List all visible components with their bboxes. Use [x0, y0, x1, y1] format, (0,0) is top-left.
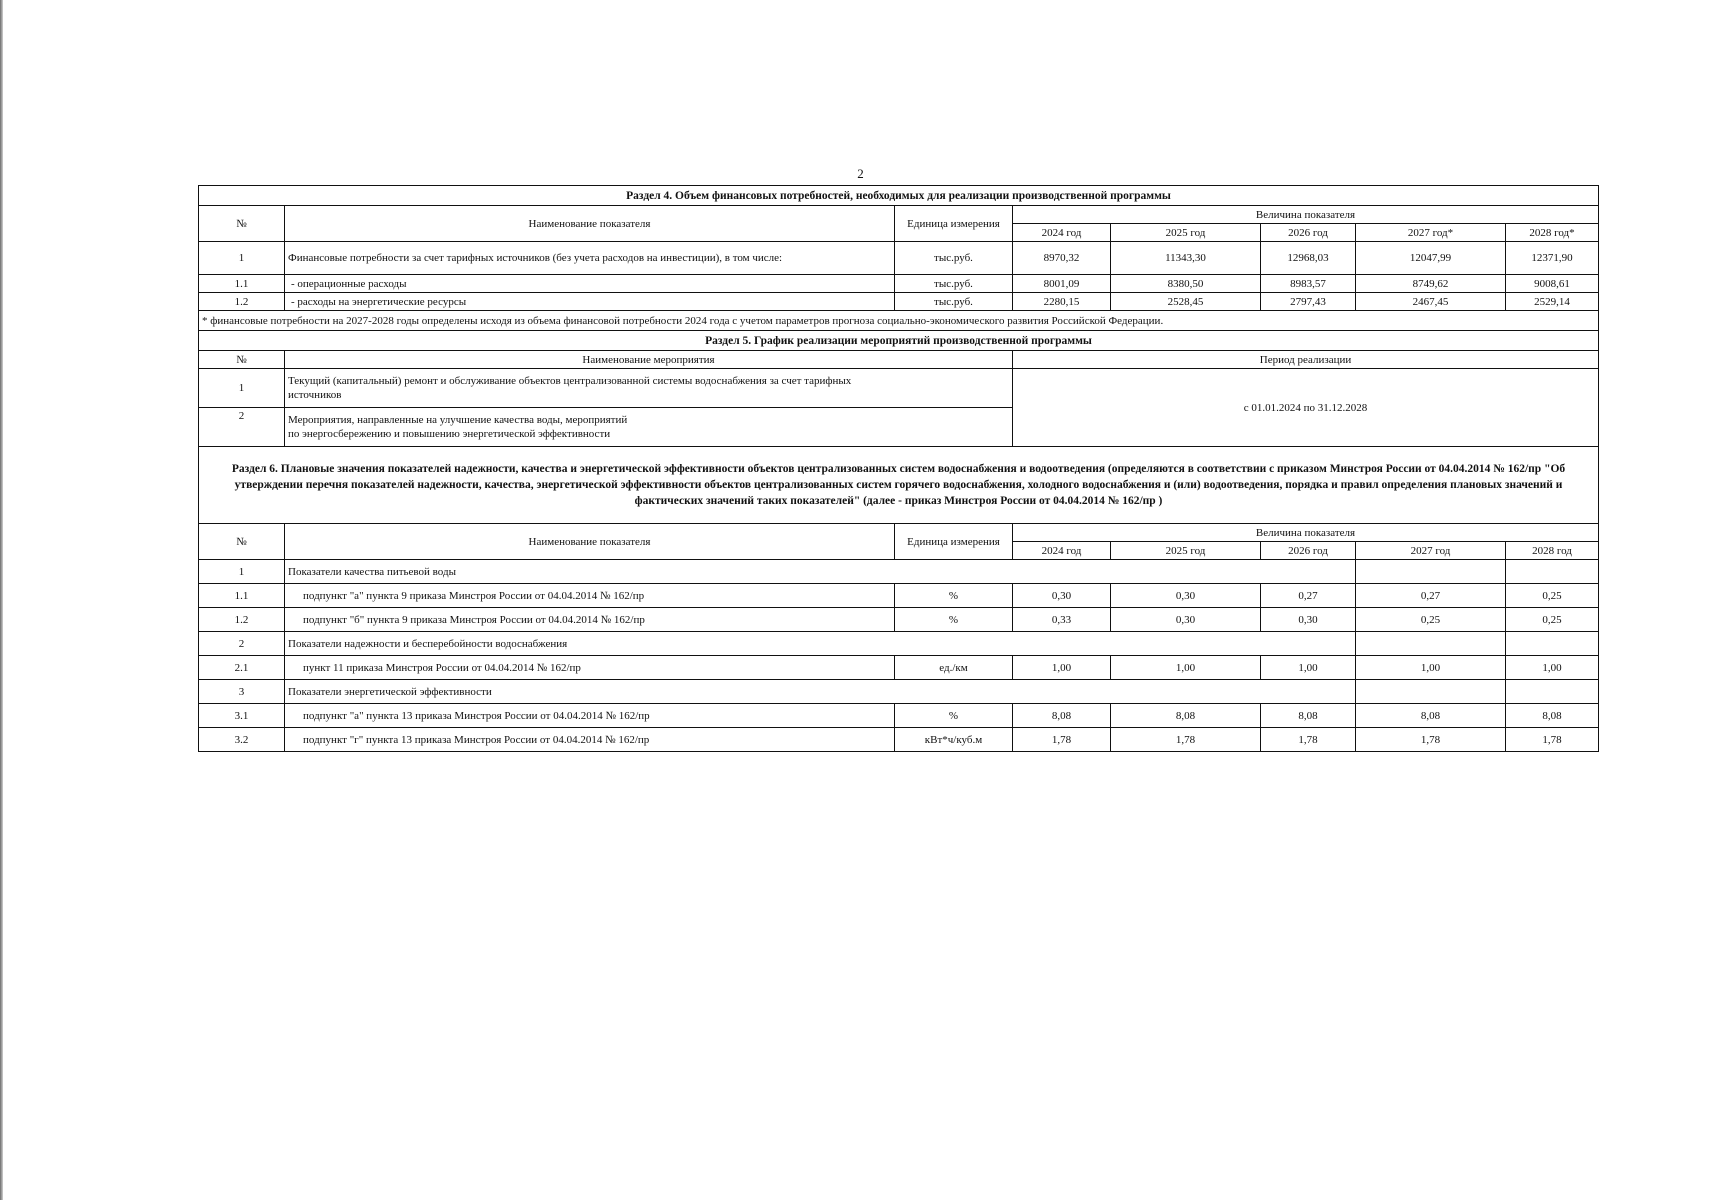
row-value: 0,30: [1013, 584, 1111, 608]
row-value: 1,78: [1356, 728, 1506, 752]
group-no: 1: [199, 560, 285, 584]
row-value: 12968,03: [1261, 242, 1356, 275]
period-value: с 01.01.2024 по 31.12.2028: [1013, 369, 1599, 447]
year-header: 2026 год: [1261, 224, 1356, 242]
event-line: Мероприятия, направленные на улучшение качества воды, мероприятий: [288, 414, 628, 426]
row-value: 8,08: [1013, 704, 1111, 728]
row-value: 2467,45: [1356, 293, 1506, 311]
event-line: Текущий (капитальный) ремонт и обслуживание объектов централизованной системы водоснабжения за счет тарифных: [288, 375, 852, 387]
empty-cell: [1506, 632, 1599, 656]
col-unit-header: Единица измерения: [895, 206, 1013, 242]
group-no: 3: [199, 680, 285, 704]
row-value: 1,00: [1013, 656, 1111, 680]
empty-cell: [1356, 560, 1506, 584]
row-name: подпункт "а" пункта 13 приказа Минстроя России от 04.04.2014 № 162/пр: [285, 704, 895, 728]
row-unit: %: [895, 608, 1013, 632]
row-no: 2.1: [199, 656, 285, 680]
row-value: 12047,99: [1356, 242, 1506, 275]
section4-title: Раздел 4. Объем финансовых потребностей, необходимых для реализации производственной программы: [199, 186, 1599, 206]
row-value: 0,27: [1261, 584, 1356, 608]
col-no-header: №: [199, 524, 285, 560]
row-name: подпункт "а" пункта 9 приказа Минстроя России от 04.04.2014 № 162/пр: [285, 584, 895, 608]
year-header: 2024 год: [1013, 224, 1111, 242]
row-value: 2529,14: [1506, 293, 1599, 311]
row-name: - операционные расходы: [285, 275, 895, 293]
row-value: 0,30: [1111, 608, 1261, 632]
row-unit: тыс.руб.: [895, 242, 1013, 275]
row-name: - расходы на энергетические ресурсы: [285, 293, 895, 311]
row-name: пункт 11 приказа Минстроя России от 04.04.2014 № 162/пр: [285, 656, 895, 680]
row-value: 8749,62: [1356, 275, 1506, 293]
row-unit: ед./км: [895, 656, 1013, 680]
row-value: 0,25: [1356, 608, 1506, 632]
empty-cell: [1506, 680, 1599, 704]
section4-note: * финансовые потребности на 2027-2028 годы определены исходя из объема финансовой потребности 2024 года с учетом параметров прогноза социально-экономического развития Российской Федерации.: [199, 311, 1599, 331]
group-row: [199, 680, 1599, 704]
table-row: [199, 728, 1599, 752]
table-row: [199, 369, 1599, 408]
row-name: Финансовые потребности за счет тарифных источников (без учета расходов на инвестиции), в том числе:: [285, 242, 895, 275]
table-row: [199, 275, 1599, 293]
group-name: Показатели качества питьевой воды: [285, 560, 1356, 584]
row-unit: %: [895, 704, 1013, 728]
row-value: 9008,61: [1506, 275, 1599, 293]
col-event-header: Наименование мероприятия: [285, 351, 1013, 369]
row-value: 0,27: [1356, 584, 1506, 608]
table-row: [199, 293, 1599, 311]
empty-cell: [1356, 632, 1506, 656]
row-value: 8,08: [1111, 704, 1261, 728]
row-name: подпункт "г" пункта 13 приказа Минстроя России от 04.04.2014 № 162/пр: [285, 728, 895, 752]
year-header: 2027 год: [1356, 542, 1506, 560]
col-name-header: Наименование показателя: [285, 206, 895, 242]
row-no: 2: [199, 408, 285, 447]
group-row: [199, 560, 1599, 584]
col-no-header: №: [199, 351, 285, 369]
empty-cell: [1356, 680, 1506, 704]
row-no: 3.2: [199, 728, 285, 752]
row-value: 8970,32: [1013, 242, 1111, 275]
row-value: 1,78: [1111, 728, 1261, 752]
row-value: 8,08: [1506, 704, 1599, 728]
empty-cell: [1506, 560, 1599, 584]
event-line: источников: [288, 389, 342, 401]
year-header: 2024 год: [1013, 542, 1111, 560]
year-header: 2027 год*: [1356, 224, 1506, 242]
row-unit: кВт*ч/куб.м: [895, 728, 1013, 752]
group-name: Показатели энергетической эффективности: [285, 680, 1356, 704]
row-value: 0,30: [1261, 608, 1356, 632]
row-value: 1,78: [1506, 728, 1599, 752]
row-value: 1,00: [1261, 656, 1356, 680]
year-header: 2026 год: [1261, 542, 1356, 560]
row-value: 8001,09: [1013, 275, 1111, 293]
document-sheet: [198, 185, 1598, 752]
group-name: Показатели надежности и бесперебойности водоснабжения: [285, 632, 1356, 656]
row-value: 1,78: [1261, 728, 1356, 752]
table-row: [199, 656, 1599, 680]
row-value: 2280,15: [1013, 293, 1111, 311]
program-table: [198, 185, 1599, 752]
row-no: 1: [199, 242, 285, 275]
row-no: 1.1: [199, 275, 285, 293]
page-number: 2: [857, 166, 864, 181]
row-no: 1: [199, 369, 285, 408]
event-name: [285, 369, 1013, 408]
table-row: [199, 584, 1599, 608]
row-value: 8983,57: [1261, 275, 1356, 293]
year-header: 2025 год: [1111, 224, 1261, 242]
row-value: 11343,30: [1111, 242, 1261, 275]
row-value: 1,78: [1013, 728, 1111, 752]
row-no: 1.2: [199, 608, 285, 632]
col-value-header: Величина показателя: [1013, 206, 1599, 224]
table-row: [199, 608, 1599, 632]
row-value: 2528,45: [1111, 293, 1261, 311]
table-row: [199, 704, 1599, 728]
section6-title: Раздел 6. Плановые значения показателей надежности, качества и энергетической эффективности объектов централизованных систем водоснабжения и водоотведения (определяются в соответствии с приказом Минстроя России от 04.04.2014 № 162/пр "Об утверждении перечня показателей надежности, качества, энергетической эффективности объектов централизованных систем горячего водоснабжения, холодного водоснабжения и (или) водоотведения, порядка и правил определения плановых значений и фактических значений таких показателей" (далее - приказ Минстроя России от 04.04.2014 № 162/пр ): [199, 447, 1599, 524]
section4: [199, 186, 1599, 331]
row-no: 1.2: [199, 293, 285, 311]
year-header: 2028 год: [1506, 542, 1599, 560]
section5: [199, 331, 1599, 447]
year-header: 2025 год: [1111, 542, 1261, 560]
row-value: 0,25: [1506, 608, 1599, 632]
section5-title: Раздел 5. График реализации мероприятий производственной программы: [199, 331, 1599, 351]
row-value: 8380,50: [1111, 275, 1261, 293]
row-value: 0,30: [1111, 584, 1261, 608]
col-unit-header: Единица измерения: [895, 524, 1013, 560]
event-line: по энергосбережению и повышению энергетической эффективности: [288, 428, 611, 440]
row-value: 0,25: [1506, 584, 1599, 608]
event-name: [285, 408, 1013, 447]
row-value: 12371,90: [1506, 242, 1599, 275]
row-value: 2797,43: [1261, 293, 1356, 311]
row-value: 8,08: [1356, 704, 1506, 728]
row-unit: тыс.руб.: [895, 293, 1013, 311]
row-value: 8,08: [1261, 704, 1356, 728]
row-no: 1.1: [199, 584, 285, 608]
row-unit: тыс.руб.: [895, 275, 1013, 293]
group-row: [199, 632, 1599, 656]
year-header: 2028 год*: [1506, 224, 1599, 242]
col-value-header: Величина показателя: [1013, 524, 1599, 542]
row-name: подпункт "б" пункта 9 приказа Минстроя России от 04.04.2014 № 162/пр: [285, 608, 895, 632]
row-value: 0,33: [1013, 608, 1111, 632]
row-value: 1,00: [1111, 656, 1261, 680]
row-value: 1,00: [1356, 656, 1506, 680]
section6: [199, 447, 1599, 752]
col-period-header: Период реализации: [1013, 351, 1599, 369]
group-no: 2: [199, 632, 285, 656]
row-value: 1,00: [1506, 656, 1599, 680]
row-unit: %: [895, 584, 1013, 608]
col-no-header: №: [199, 206, 285, 242]
row-no: 3.1: [199, 704, 285, 728]
col-name-header: Наименование показателя: [285, 524, 895, 560]
table-row: [199, 242, 1599, 275]
